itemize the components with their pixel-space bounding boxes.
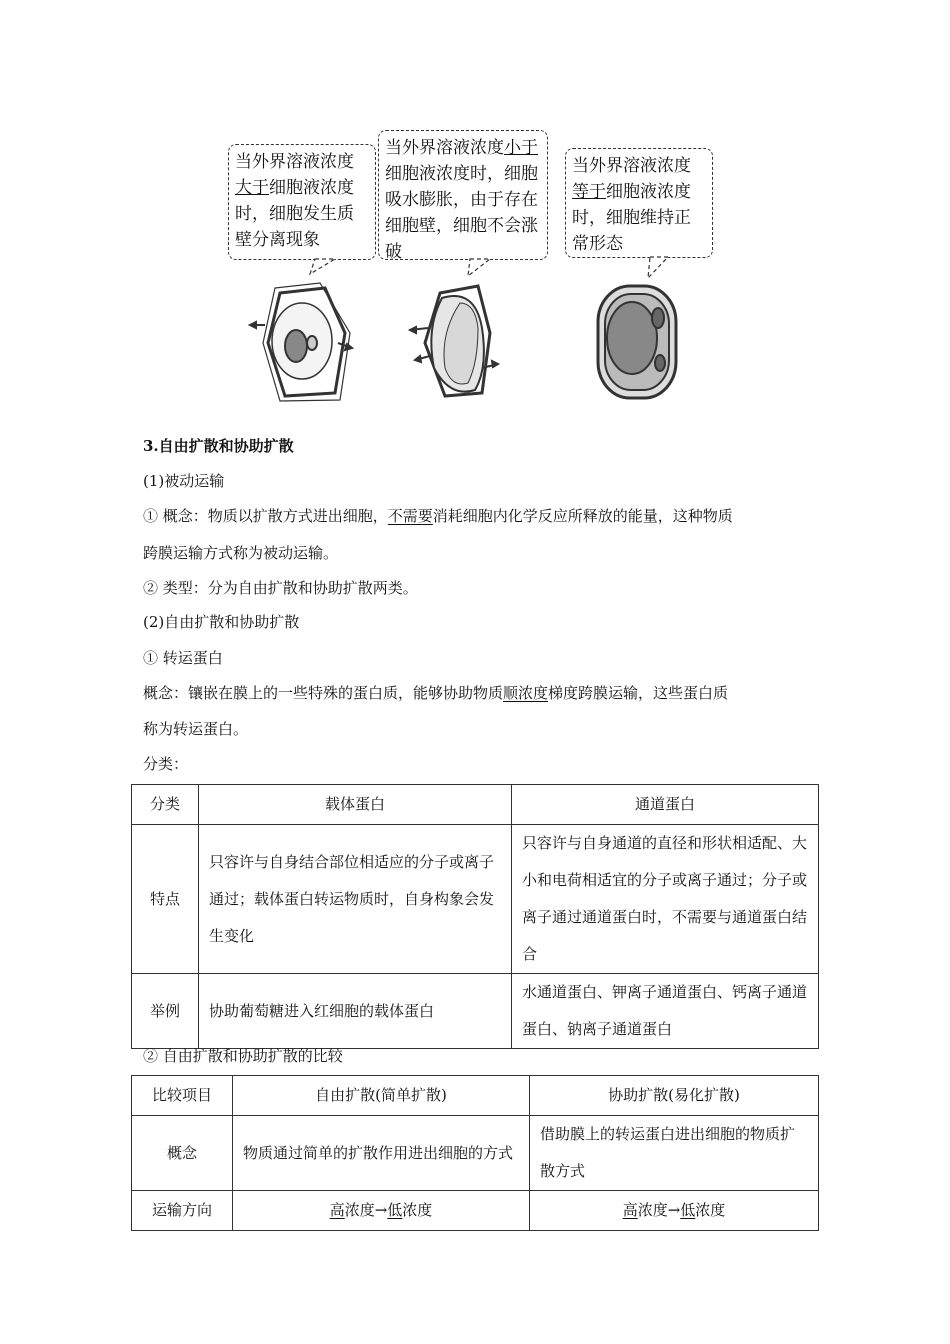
table1-header-carrier: 载体蛋白 xyxy=(199,785,512,825)
bubble-isotonic: 当外界溶液浓度等于细胞液浓度时，细胞维持正常形态 xyxy=(565,148,713,258)
turgid-cell xyxy=(410,286,498,396)
bubble-hypertonic: 当外界溶液浓度大于细胞液浓度时，细胞发生质壁分离现象 xyxy=(228,144,376,260)
table2-header-facilitated: 协助扩散(易化扩散) xyxy=(530,1076,819,1116)
table1-channel-feature: 只容许与自身通道的直径和形状相适配、大小和电荷相适宜的分子或离子通过；分子或离子通过通道蛋白时，不需要与通道蛋白结合 xyxy=(512,825,819,974)
table2-header-item: 比较项目 xyxy=(132,1076,233,1116)
table2-simple-direction: 高浓度→低浓度 xyxy=(233,1191,530,1231)
subheading-diffusion: (2)自由扩散和协助扩散 xyxy=(143,613,300,631)
transport-protein-concept-line2: 称为转运蛋白。 xyxy=(143,720,249,738)
table1-header-channel: 通道蛋白 xyxy=(512,785,819,825)
type-paragraph: ② 类型：分为自由扩散和协助扩散两类。 xyxy=(143,579,418,597)
diffusion-comparison-table xyxy=(131,1075,819,1231)
concept-paragraph: ① 概念：物质以扩散方式进出细胞，不需要消耗细胞内化学反应所释放的能量，这种物质 xyxy=(143,507,733,525)
plasmolysis-figure xyxy=(220,128,730,403)
table2-row-label-direction: 运输方向 xyxy=(132,1191,233,1231)
table2-header-simple: 自由扩散(简单扩散) xyxy=(233,1076,530,1116)
bubble-hypotonic: 当外界溶液浓度小于细胞液浓度时，细胞吸水膨胀，由于存在细胞壁，细胞不会涨破 xyxy=(378,130,548,260)
transport-protein-concept: 概念：镶嵌在膜上的一些特殊的蛋白质，能够协助物质顺浓度梯度跨膜运输，这些蛋白质 xyxy=(143,684,729,702)
cell-drawings xyxy=(220,128,730,403)
table1-row-label-example: 举例 xyxy=(132,974,199,1049)
transport-protein-heading: ① 转运蛋白 xyxy=(143,649,223,667)
table1-carrier-example: 协助葡萄糖进入红细胞的载体蛋白 xyxy=(199,974,512,1049)
section-heading: 3.自由扩散和协助扩散 xyxy=(143,437,294,455)
table2-facilitated-concept: 借助膜上的转运蛋白进出细胞的物质扩散方式 xyxy=(530,1116,819,1191)
table2-simple-concept: 物质通过简单的扩散作用进出细胞的方式 xyxy=(233,1116,530,1191)
concept-paragraph-line2: 跨膜运输方式称为被动运输。 xyxy=(143,544,339,562)
table1-row-label-feature: 特点 xyxy=(132,825,199,974)
transport-protein-table xyxy=(131,784,819,1049)
table1-header-category: 分类 xyxy=(132,785,199,825)
classification-label: 分类： xyxy=(143,755,189,773)
table2-facilitated-direction: 高浓度→低浓度 xyxy=(530,1191,819,1231)
table1-carrier-feature: 只容许与自身结合部位相适应的分子或离子通过；载体蛋白转运物质时，自身构象会发生变化 xyxy=(199,825,512,974)
plasmolysed-cell xyxy=(250,283,352,401)
comparison-heading: ② 自由扩散和协助扩散的比较 xyxy=(143,1047,343,1065)
subheading-passive-transport: (1)被动运输 xyxy=(143,472,225,490)
normal-cell xyxy=(598,286,676,398)
table1-channel-example: 水通道蛋白、钾离子通道蛋白、钙离子通道蛋白、钠离子通道蛋白 xyxy=(512,974,819,1049)
table2-row-label-concept: 概念 xyxy=(132,1116,233,1191)
